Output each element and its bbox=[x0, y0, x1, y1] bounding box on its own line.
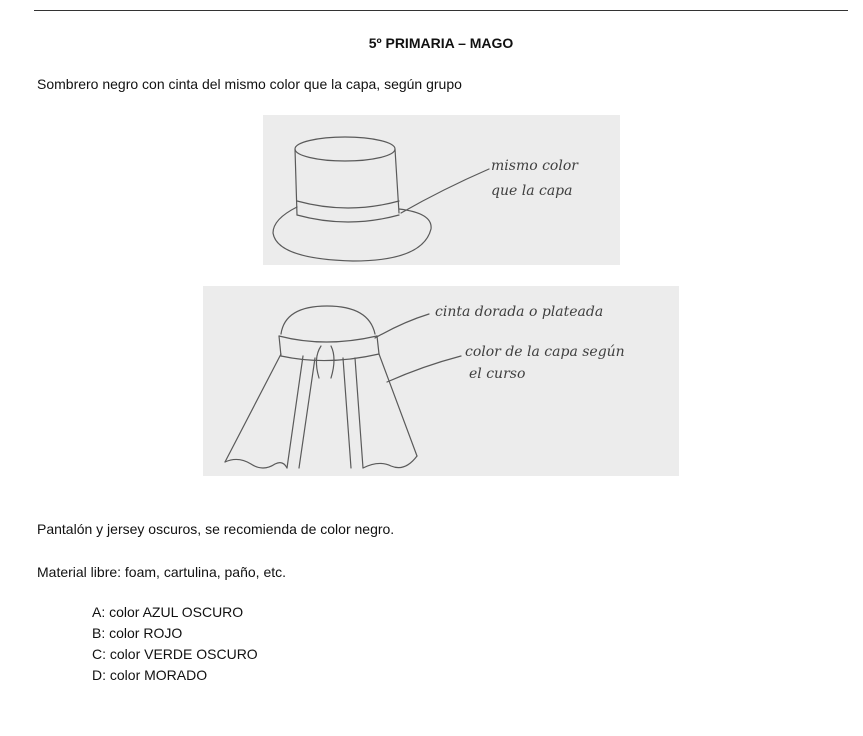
group-item-b: B: color ROJO bbox=[92, 625, 183, 641]
group-color-list bbox=[92, 602, 258, 686]
cape-annotation-ribbon: cinta dorada o plateada bbox=[435, 304, 604, 320]
group-item-d: D: color MORADO bbox=[92, 667, 208, 683]
cape-sketch bbox=[203, 286, 679, 476]
cape-annotation-color-2: el curso bbox=[469, 366, 526, 382]
top-rule bbox=[34, 10, 848, 11]
hat-annotation-2: que la capa bbox=[491, 183, 573, 199]
group-item-c: C: color VERDE OSCURO bbox=[92, 646, 258, 662]
hat-drawing bbox=[263, 115, 620, 265]
hat-sketch bbox=[263, 115, 620, 265]
group-item-a: A: color AZUL OSCURO bbox=[92, 604, 244, 620]
cape-annotation-color-1: color de la capa según bbox=[465, 344, 625, 360]
clothing-note: Pantalón y jersey oscuros, se recomienda de color negro. bbox=[37, 521, 395, 537]
page-title: 5º PRIMARIA – MAGO bbox=[368, 35, 514, 51]
cape-drawing bbox=[203, 286, 679, 476]
hat-annotation-1: mismo color bbox=[491, 158, 578, 174]
material-note: Material libre: foam, cartulina, paño, etc. bbox=[37, 564, 287, 580]
hat-description: Sombrero negro con cinta del mismo color que la capa, según grupo bbox=[37, 76, 462, 92]
